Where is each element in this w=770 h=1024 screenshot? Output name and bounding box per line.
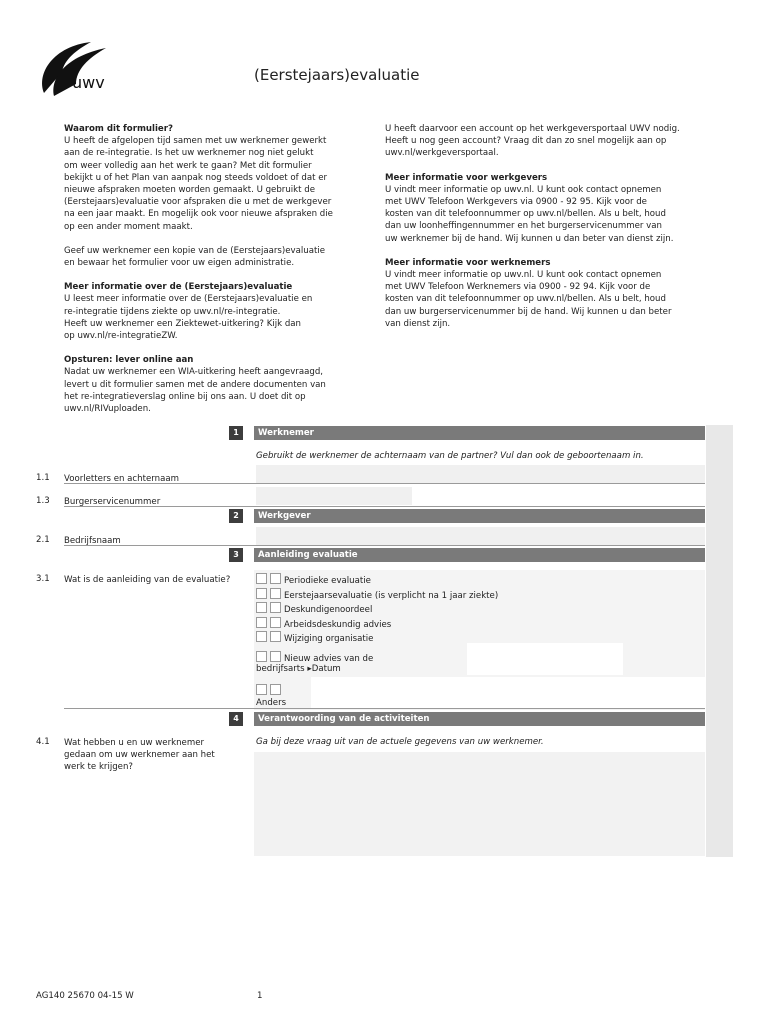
section-number: 2 — [229, 509, 243, 523]
checkbox[interactable] — [270, 631, 281, 642]
section-header-werkgever: Werkgever — [254, 509, 705, 523]
intro-employees-heading: Meer informatie voor werknemers — [385, 257, 551, 268]
intro-left — [64, 123, 354, 427]
company-field[interactable] — [256, 527, 705, 545]
line: U vindt meer informatie op uwv.nl. U kunt ook contact opnemen — [385, 270, 662, 281]
question-number: 1.3 — [36, 496, 50, 506]
intro-copy — [64, 245, 354, 269]
line: dan uw burgerservicenummer bij de hand. Wij kunnen u dan beter — [385, 306, 672, 317]
line: uwv.nl/werkgeversportaal. — [385, 148, 499, 159]
line: uwv.nl/RIVuploaden. — [64, 404, 151, 415]
divider — [64, 545, 705, 546]
line: U heeft daarvoor een account op het werkgeversportaal UWV nodig. — [385, 124, 680, 134]
checkbox[interactable] — [256, 602, 267, 613]
divider — [64, 506, 705, 507]
other-label: Anders — [256, 698, 287, 708]
intro-account — [385, 123, 715, 160]
line: van dienst zijn. — [385, 318, 451, 329]
option-other[interactable] — [256, 684, 284, 698]
intro-why-heading: Waarom dit formulier? — [64, 124, 173, 134]
checkbox[interactable] — [256, 617, 267, 628]
line: op uwv.nl/re-integratieZW. — [64, 331, 178, 342]
arrow-right-icon: ▸ — [307, 664, 312, 674]
checkbox[interactable] — [270, 573, 281, 584]
intro-employees — [385, 257, 715, 330]
intro-send-heading: Opsturen: lever online aan — [64, 355, 194, 366]
option-expert-opinion[interactable]: Deskundigenoordeel — [256, 602, 372, 616]
checkbox[interactable] — [270, 602, 281, 613]
question-number: 1.1 — [36, 473, 50, 483]
line: Wat hebben u en uw werknemer — [64, 738, 205, 748]
checkbox[interactable] — [256, 588, 267, 599]
line: gedaan om uw werknemer aan het — [64, 750, 215, 760]
intro-why — [64, 123, 354, 233]
option-periodic[interactable]: Periodieke evaluatie — [256, 573, 371, 587]
checkbox[interactable] — [270, 684, 281, 695]
line: U leest meer informatie over de (Eerstejaars)evaluatie en — [64, 294, 313, 305]
line: op een ander moment maakt. — [64, 221, 193, 232]
page-title: (Eerstejaars)evaluatie — [254, 66, 420, 84]
line: U vindt meer informatie op uwv.nl. U kunt ook contact opnemen — [385, 184, 662, 195]
intro-right — [385, 123, 715, 342]
intro-more-info — [64, 281, 354, 342]
line: Heeft u nog geen account? Vraag dit dan zo snel mogelijk aan op — [385, 136, 667, 147]
question-label: Bedrijfsnaam — [64, 536, 121, 546]
option-new-advice[interactable]: Nieuw advies van de — [256, 651, 373, 665]
question-label: Burgerservicenummer — [64, 497, 161, 507]
checkbox[interactable] — [256, 684, 267, 695]
line: om weer volledig aan het werk te gaan? Met dit formulier — [64, 160, 312, 171]
intro-employers-heading: Meer informatie voor werkgevers — [385, 172, 548, 183]
line: met UWV Telefoon Werknemers via 0900 - 92 94. Kijk voor de — [385, 282, 651, 293]
bsn-field[interactable] — [256, 487, 412, 505]
section-number: 1 — [229, 426, 243, 440]
section-header-aanleiding: Aanleiding evaluatie — [254, 548, 705, 562]
advice-date-label: bedrijfsarts ▸Datum — [256, 664, 341, 674]
question-label: Wat is de aanleiding van de evaluatie? — [64, 575, 231, 585]
divider — [64, 708, 705, 709]
question-number: 2.1 — [36, 535, 50, 545]
line: aan de re-integratie. Is het uw werknemer nog niet gelukt — [64, 148, 314, 159]
right-margin — [706, 425, 733, 857]
intro-send — [64, 354, 354, 415]
line: het re-integratieverslag online bij ons aan. U doet dit op — [64, 391, 306, 402]
line: Geef uw werknemer een kopie van de (Eerstejaars)evaluatie — [64, 245, 326, 256]
form-code: AG140 25670 04-15 W — [36, 991, 134, 1001]
date-field[interactable] — [467, 643, 623, 675]
page-number: 1 — [257, 991, 263, 1001]
line: nieuwe afspraken moeten worden gemaakt. U gebruikt de — [64, 185, 315, 196]
logo-text: uwv — [72, 73, 105, 92]
intro-employers — [385, 172, 715, 245]
option-org-change[interactable]: Wijziging organisatie — [256, 631, 373, 645]
section-hint: Ga bij deze vraag uit van de actuele gegevens van uw werknemer. — [256, 737, 544, 747]
line: bekijkt u of het Plan van aanpak nog steeds voldoet of dat er — [64, 172, 328, 183]
option-first-year[interactable]: Eerstejaarsevaluatie (is verplicht na 1 jaar ziekte) — [256, 588, 498, 602]
checkbox[interactable] — [256, 631, 267, 642]
intro-more-info-heading: Meer informatie over de (Eerstejaars)evaluatie — [64, 282, 293, 293]
question-number: 4.1 — [36, 737, 50, 747]
checkbox[interactable] — [256, 573, 267, 584]
question-number: 3.1 — [36, 574, 50, 584]
line: dan uw loonheffingennummer en het burgerservicenummer van — [385, 221, 662, 232]
checkbox[interactable] — [270, 588, 281, 599]
line: uw werknemer bij de hand. Wij kunnen u dan beter van dienst zijn. — [385, 233, 674, 244]
line: U heeft de afgelopen tijd samen met uw werknemer gewerkt — [64, 136, 327, 147]
section-hint: Gebruikt de werknemer de achternaam van de partner? Vul dan ook de geboortenaam in. — [256, 451, 644, 461]
checkbox[interactable] — [270, 617, 281, 628]
question-label — [64, 737, 234, 773]
other-field[interactable] — [311, 677, 705, 709]
checkbox[interactable] — [270, 651, 281, 662]
line: werk te krijgen? — [64, 762, 133, 772]
line: Nadat uw werknemer een WIA-uitkering heeft aangevraagd, — [64, 367, 324, 378]
line: re-integratie tijdens ziekte op uwv.nl/re-integratie. — [64, 306, 281, 317]
section-header-werknemer: Werknemer — [254, 426, 705, 440]
section-number: 4 — [229, 712, 243, 726]
line: levert u dit formulier samen met de andere documenten van — [64, 379, 326, 390]
line: Heeft uw werknemer een Ziektewet-uitkering? Kijk dan — [64, 318, 301, 329]
section-number: 3 — [229, 548, 243, 562]
option-labour-advice[interactable]: Arbeidsdeskundig advies — [256, 617, 391, 631]
divider — [64, 483, 705, 484]
name-field[interactable] — [256, 465, 705, 483]
line: met UWV Telefoon Werkgevers via 0900 - 92 95. Kijk voor de — [385, 197, 647, 208]
section-header-verantwoording: Verantwoording van de activiteiten — [254, 712, 705, 726]
line: (Eerstejaars)evaluatie voor afspraken die u met de werkgever — [64, 197, 332, 208]
checkbox[interactable] — [256, 651, 267, 662]
question-label: Voorletters en achternaam — [64, 474, 179, 484]
line: kosten van dit telefoonnummer op uwv.nl/bellen. Als u belt, houd — [385, 294, 666, 305]
line: na een jaar maakt. En mogelijk ook voor nieuwe afspraken die — [64, 209, 333, 220]
line: en bewaar het formulier voor uw eigen administratie. — [64, 258, 295, 269]
line: kosten van dit telefoonnummer op uwv.nl/bellen. Als u belt, houd — [385, 209, 666, 220]
activities-textarea[interactable] — [254, 752, 705, 856]
uwv-logo — [36, 38, 131, 100]
